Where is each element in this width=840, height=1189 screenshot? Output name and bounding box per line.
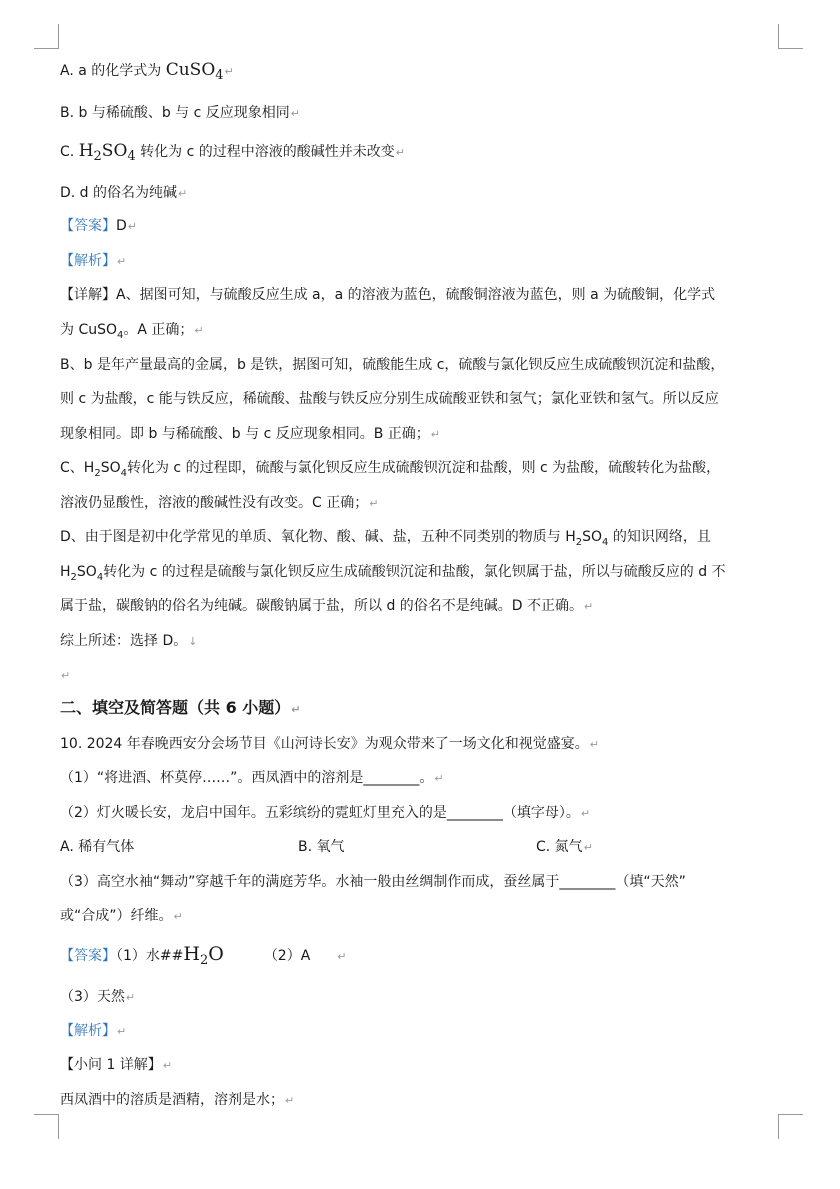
q10-option-b: B. 氧气 bbox=[298, 839, 345, 855]
q10-option-c: C. 氮气 bbox=[536, 839, 583, 855]
q9-option-a: A. a 的化学式为 CuSO$_4$↵ bbox=[60, 60, 234, 83]
q9-detail-line: 【详解】A、据图可知，与硫酸反应生成 a，a 的溶液为蓝色，硫酸铜溶液为蓝色，则 a 为硫酸铜，化学式 bbox=[60, 287, 716, 303]
q10-part-3-cont: 或“合成”）纤维。↵ bbox=[60, 908, 183, 924]
page-corner-mark bbox=[34, 24, 59, 49]
q9-detail-line: C、$H_2SO_4$转化为 c 的过程即，硫酸与氯化钡反应生成硫酸钡沉淀和盐酸，则 c 为盐酸，硫酸转化为盐酸， bbox=[60, 460, 721, 479]
q10-part-2: （2）灯火暖长安，龙启中国年。五彩缤纷的霓虹灯里充入的是________（填字母）。↵ bbox=[60, 805, 591, 821]
blank-paragraph: ↵ bbox=[61, 669, 71, 682]
q10-analysis-label: 【解析】↵ bbox=[60, 1023, 127, 1039]
page-corner-mark bbox=[34, 1114, 59, 1139]
q10-option-a: A. 稀有气体 bbox=[60, 839, 135, 855]
q9-option-c: C. $H_2SO_4$ 转化为 c 的过程中溶液的酸碱性并未改变↵ bbox=[60, 141, 405, 164]
q9-detail-line: D、由于图是初中化学常见的单质、氧化物、酸、碱、盐，五种不同类别的物质与 $H_2SO_4$ 的知识网络，且 bbox=[60, 529, 711, 548]
q10-answer: 【答案】（1）水$\#\#H_2O$ （2）A ↵ bbox=[60, 943, 347, 968]
q10-stem: 10. 2024 年春晚西安分会场节目《山河诗长安》为观众带来了一场文化和视觉盛宴。↵ bbox=[60, 736, 600, 752]
q9-option-d: D. d 的俗名为纯碱↵ bbox=[60, 185, 188, 201]
q9-summary: 综上所述：选择 D。↓ bbox=[60, 633, 198, 649]
q9-detail-line: 则 c 为盐酸，c 能与铁反应，稀硫酸、盐酸与铁反应分别生成硫酸亚铁和氢气；氯化亚铁和氢气。所以反应 bbox=[60, 391, 719, 407]
page-corner-mark bbox=[778, 1114, 803, 1139]
q9-option-b: B. b 与稀硫酸、b 与 c 反应现象相同↵ bbox=[60, 105, 300, 121]
q9-detail-line: $H_2SO_4$转化为 c 的过程是硫酸与氯化钡反应生成硫酸钡沉淀和盐酸，氯化钡属于盐，所以与硫酸反应的 d 不 bbox=[60, 564, 726, 583]
q10-part-1: （1）“将进酒、杯莫停……”。西凤酒中的溶剂是________。↵ bbox=[60, 770, 444, 786]
q9-detail-line: B、b 是年产量最高的金属，b 是铁，据图可知，硫酸能生成 c，硫酸与氯化钡反应生成硫酸钡沉淀和盐酸， bbox=[60, 357, 725, 373]
page-corner-mark bbox=[778, 24, 803, 49]
q9-detail-line: 属于盐，碳酸钠的俗名为纯碱。碳酸钠属于盐，所以 d 的俗名不是纯碱。D 不正确。↵ bbox=[60, 598, 594, 614]
q10-sub1-text: 西凤酒中的溶质是酒精，溶剂是水；↵ bbox=[60, 1092, 295, 1108]
q9-detail-line: 溶液仍显酸性，溶液的酸碱性没有改变。C 正确；↵ bbox=[60, 495, 379, 511]
q10-sub1-label: 【小问 1 详解】↵ bbox=[60, 1057, 173, 1073]
q10-answer-3: （3）天然↵ bbox=[60, 989, 136, 1005]
q10-options: A. 稀有气体 B. 氧气 C. 氮气↵ bbox=[60, 839, 593, 855]
q10-part-3: （3）高空水袖“舞动”穿越千年的满庭芳华。水袖一般由丝绸制作而成，蚕丝属于________（填“天然” bbox=[60, 874, 686, 890]
q9-analysis-label: 【解析】↵ bbox=[60, 253, 127, 269]
q9-detail-line: 现象相同。即 b 与稀硫酸、b 与 c 反应现象相同。B 正确；↵ bbox=[60, 426, 440, 442]
section-heading: 二、填空及简答题（共 6 小题）↵ bbox=[60, 698, 301, 717]
q9-answer: 【答案】D↵ bbox=[60, 218, 137, 234]
q9-detail-line: 为 CuSO$_4$。A 正确；↵ bbox=[60, 322, 204, 341]
